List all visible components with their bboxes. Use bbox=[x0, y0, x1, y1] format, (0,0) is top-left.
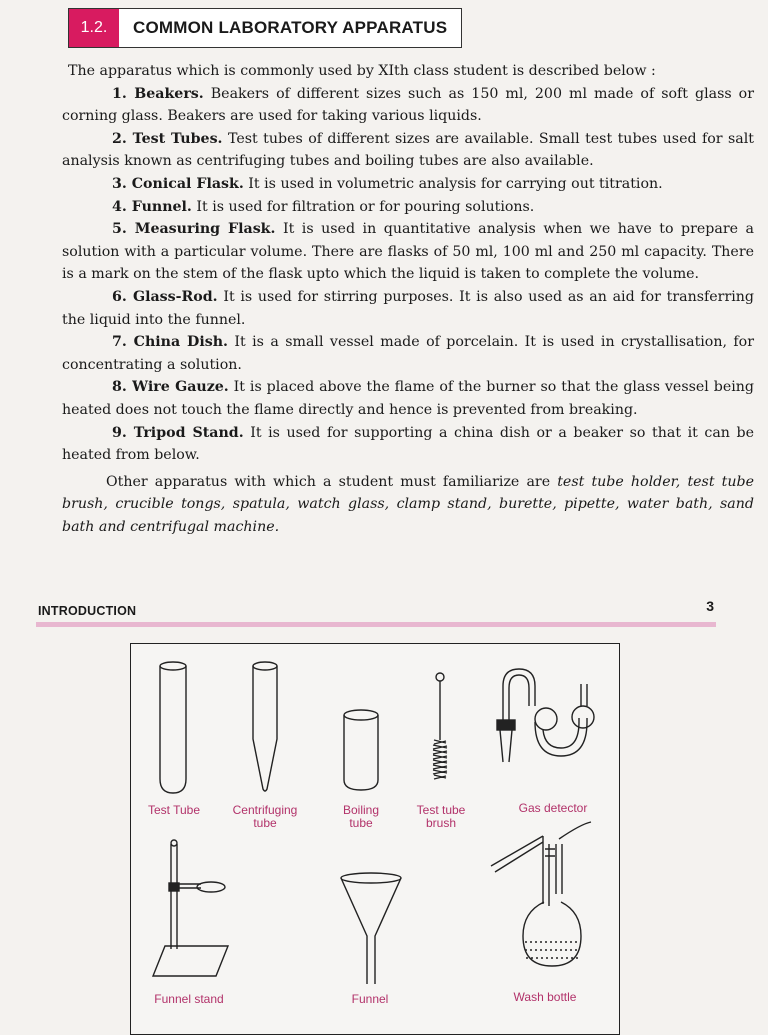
item-text: It is placed above the flame of the burner so that the glass vessel being heated does not touch the flame directly and hence is prevented from breaking. bbox=[62, 379, 754, 418]
caption-test-tube-brush: Test tube brush bbox=[416, 803, 466, 830]
caption-boiling-tube: Boiling tube bbox=[342, 803, 380, 830]
intro-paragraph: The apparatus which is commonly used by XIth class student is described below : bbox=[68, 63, 656, 79]
body-text bbox=[62, 60, 754, 538]
item-title: 2. Test Tubes. bbox=[112, 130, 223, 147]
caption-wash-bottle: Wash bottle bbox=[513, 990, 577, 1004]
gas-detector-drawing bbox=[497, 669, 594, 762]
item-measuring-flask bbox=[62, 218, 754, 286]
other-list: test tube holder, test tube brush, crucible tongs, spatula, watch glass, clamp stand, burette, pipette, water bath, sand bath and centrifugal machine. bbox=[62, 473, 754, 535]
caption-funnel: Funnel bbox=[351, 992, 389, 1006]
item-text: It is used for supporting a china dish or a beaker so that it can be heated from below. bbox=[62, 424, 754, 464]
funnel-drawing bbox=[341, 873, 401, 984]
section-title: COMMON LABORATORY APPARATUS bbox=[133, 18, 448, 37]
item-text: It is a small vessel made of porcelain. It is used in crystallisation, for concentrating a solution. bbox=[62, 334, 754, 373]
boiling-tube-drawing bbox=[344, 710, 378, 790]
item-title: 7. China Dish. bbox=[112, 334, 228, 351]
page-number: 3 bbox=[706, 598, 714, 614]
item-text: Test tubes of different sizes are available. Small test tubes used for salt analysis known as centrifuging tubes and boiling tubes are also available. bbox=[62, 130, 754, 170]
item-text: It is used for filtration or for pouring solutions. bbox=[191, 198, 535, 215]
item-tripod-stand bbox=[62, 422, 754, 467]
item-conical-flask bbox=[62, 173, 754, 196]
wash-bottle-drawing bbox=[491, 822, 591, 966]
item-text: It is used in quantitative analysis when we have to prepare a solution with a particular volume. There are flasks of 50 ml, 100 ml and 250 ml capacity. There is a mark on the stem of the flask upto which the liquid is taken to complete the volume. bbox=[62, 221, 754, 283]
item-text: It is used for stirring purposes. It is also used as an aid for transferring the liquid into the funnel. bbox=[62, 288, 754, 328]
item-glass-rod bbox=[62, 286, 754, 331]
item-china-dish bbox=[62, 331, 754, 376]
test-tube-brush-drawing bbox=[433, 673, 447, 779]
apparatus-figure bbox=[130, 643, 620, 1035]
item-wire-gauze bbox=[62, 376, 754, 421]
caption-gas-detector: Gas detector bbox=[518, 801, 588, 815]
item-title: 9. Tripod Stand. bbox=[112, 424, 244, 441]
item-beakers bbox=[62, 83, 754, 128]
section-number: 1.2. bbox=[69, 9, 119, 47]
item-text: Beakers of different sizes such as 150 ml, 200 ml made of soft glass or corning glass. Beakers are used for taking various liquids. bbox=[62, 85, 754, 125]
caption-funnel-stand: Funnel stand bbox=[154, 992, 224, 1006]
funnel-stand-drawing bbox=[153, 840, 228, 976]
item-title: 6. Glass-Rod. bbox=[112, 288, 218, 305]
item-test-tubes bbox=[62, 128, 754, 173]
running-footer bbox=[36, 598, 716, 628]
centrifuging-tube-drawing bbox=[253, 662, 277, 791]
other-lead: Other apparatus with which a student must familiarize are bbox=[106, 473, 558, 490]
item-title: 3. Conical Flask. bbox=[112, 175, 244, 192]
item-funnel bbox=[62, 196, 754, 219]
item-title: 1. Beakers. bbox=[112, 85, 204, 102]
item-text: It is used in volumetric analysis for carrying out titration. bbox=[243, 175, 663, 192]
item-title: 8. Wire Gauze. bbox=[112, 379, 229, 396]
running-head-label: INTRODUCTION bbox=[38, 604, 137, 618]
caption-centrifuging-tube: Centrifuging tube bbox=[232, 803, 298, 830]
other-apparatus-paragraph bbox=[62, 471, 754, 539]
item-title: 5. Measuring Flask. bbox=[112, 221, 276, 238]
caption-test-tube: Test Tube bbox=[147, 803, 201, 817]
pink-rule bbox=[36, 622, 716, 627]
section-heading bbox=[68, 8, 462, 48]
test-tube-drawing bbox=[160, 662, 186, 793]
item-title: 4. Funnel. bbox=[112, 198, 192, 215]
